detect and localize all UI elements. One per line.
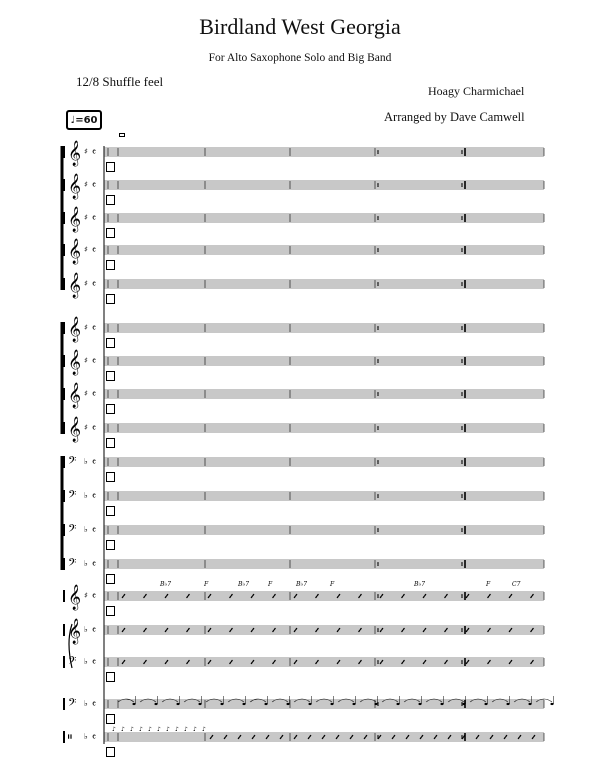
note-head <box>352 703 355 705</box>
repeat-dot <box>377 185 379 187</box>
flat-icon: ♯ <box>84 389 88 398</box>
composer-credit: Hoagy Charmichael <box>428 84 525 98</box>
repeat-dot <box>461 594 463 596</box>
drum-note: ♪ <box>139 726 143 733</box>
time-signature-icon: 𝄴 <box>92 626 97 636</box>
rehearsal-mark-A <box>106 162 115 172</box>
note-head <box>132 703 135 705</box>
tie <box>162 699 178 702</box>
repeat-dot <box>461 630 463 632</box>
repeat-dot <box>377 460 379 462</box>
flat-icon: ♯ <box>84 279 88 288</box>
time-signature-icon: 𝄴 <box>92 181 97 191</box>
rehearsal-mark-A <box>106 228 115 238</box>
repeat-dot <box>461 426 463 428</box>
repeat-dot <box>377 660 379 662</box>
repeat-dot <box>461 326 463 328</box>
repeat-dot <box>461 530 463 532</box>
repeat-dot <box>461 494 463 496</box>
time-signature-icon: 𝄴 <box>92 560 97 570</box>
chord-symbol: F <box>486 581 491 588</box>
rehearsal-mark-A <box>106 260 115 270</box>
flat-icon: ♭ <box>84 457 88 466</box>
repeat-dot <box>461 218 463 220</box>
chord-symbol: B♭7 <box>414 581 426 588</box>
note-head <box>198 703 201 705</box>
note-head <box>418 703 421 705</box>
repeat-dot <box>377 594 379 596</box>
time-signature-icon: 𝄴 <box>92 492 97 502</box>
time-signature-icon: 𝄴 <box>92 733 97 743</box>
treble-clef-icon: 𝄞 <box>68 417 82 442</box>
note-head <box>242 703 245 705</box>
repeat-dot <box>377 152 379 154</box>
rehearsal-mark-A <box>106 438 115 448</box>
time-signature-icon: 𝄴 <box>92 658 97 668</box>
tie <box>360 699 376 702</box>
treble-clef-icon: 𝄞 <box>68 317 82 342</box>
repeat-dot <box>461 735 463 737</box>
repeat-dot <box>377 218 379 220</box>
flat-icon: ♯ <box>84 213 88 222</box>
time-signature-icon: 𝄴 <box>92 424 97 434</box>
treble-clef-icon: 𝄞 <box>68 273 82 298</box>
repeat-dot <box>461 328 463 330</box>
repeat-dot <box>377 250 379 252</box>
note-head <box>506 703 509 705</box>
drum-note: ♪ <box>121 726 125 733</box>
tie <box>118 699 134 702</box>
repeat-dot <box>461 528 463 530</box>
note-head <box>286 703 289 705</box>
repeat-dot <box>377 392 379 394</box>
flat-icon: ♯ <box>84 423 88 432</box>
repeat-dot <box>461 392 463 394</box>
drum-note: ♪ <box>157 726 161 733</box>
flat-icon: ♯ <box>84 591 88 600</box>
repeat-dot <box>461 662 463 664</box>
tie <box>404 699 420 702</box>
bass-clef-icon: 𝄢 <box>68 489 77 504</box>
flat-icon: ♭ <box>84 525 88 534</box>
note-head <box>462 703 465 705</box>
repeat-dot <box>461 250 463 252</box>
repeat-dot <box>377 328 379 330</box>
repeat-dot <box>377 735 379 737</box>
tie <box>514 699 530 702</box>
rehearsal-mark-A <box>106 506 115 516</box>
repeat-dot <box>461 359 463 361</box>
flat-icon: ♭ <box>84 732 88 741</box>
percussion-clef-icon: 𝄥 <box>68 730 72 744</box>
rehearsal-mark-A <box>106 714 115 724</box>
chord-symbol: F <box>330 581 335 588</box>
flat-icon: ♯ <box>84 245 88 254</box>
repeat-dot <box>377 150 379 152</box>
repeat-dot <box>461 496 463 498</box>
repeat-dot <box>377 662 379 664</box>
repeat-dot <box>461 152 463 154</box>
repeat-dot <box>377 630 379 632</box>
treble-clef-icon: 𝄞 <box>68 174 82 199</box>
tie <box>382 699 398 702</box>
rehearsal-mark-A <box>106 294 115 304</box>
bass-clef-icon: 𝄢 <box>68 557 77 572</box>
tempo-marking: ♩=60 <box>66 110 102 130</box>
feel-indication: 12/8 Shuffle feel <box>76 74 164 89</box>
repeat-dot <box>377 428 379 430</box>
repeat-dot <box>377 494 379 496</box>
score-title: Birdland West Georgia <box>199 14 401 39</box>
repeat-dot <box>461 183 463 185</box>
tie <box>426 699 442 702</box>
drum-note: ♪ <box>112 726 116 733</box>
note-head <box>374 703 377 705</box>
repeat-dot <box>461 660 463 662</box>
tie <box>492 699 508 702</box>
note-head <box>528 703 531 705</box>
flat-icon: ♯ <box>84 323 88 332</box>
repeat-dot <box>461 428 463 430</box>
flat-icon: ♭ <box>84 559 88 568</box>
time-signature-icon: 𝄴 <box>92 458 97 468</box>
note-head <box>176 703 179 705</box>
time-signature-icon: 𝄴 <box>92 390 97 400</box>
bass-clef-icon: 𝄢 <box>68 655 77 670</box>
tie <box>316 699 332 702</box>
treble-clef-icon: 𝄞 <box>68 207 82 232</box>
repeat-dot <box>461 394 463 396</box>
drum-note: ♪ <box>148 726 152 733</box>
rehearsal-mark-A <box>106 404 115 414</box>
repeat-dot <box>377 530 379 532</box>
tie <box>140 699 156 702</box>
repeat-dot <box>377 183 379 185</box>
rehearsal-mark-A <box>106 195 115 205</box>
bass-clef-icon: 𝄢 <box>68 455 77 470</box>
time-signature-icon: 𝄴 <box>92 357 97 367</box>
note-head <box>154 703 157 705</box>
repeat-dot <box>377 462 379 464</box>
tie <box>228 699 244 702</box>
treble-clef-icon: 𝄞 <box>68 619 82 644</box>
flat-icon: ♯ <box>84 180 88 189</box>
repeat-dot <box>461 596 463 598</box>
time-signature-icon: 𝄴 <box>92 148 97 158</box>
repeat-dot <box>377 496 379 498</box>
repeat-dot <box>461 248 463 250</box>
flat-icon: ♭ <box>84 625 88 634</box>
repeat-dot <box>377 528 379 530</box>
repeat-dot <box>461 185 463 187</box>
tie <box>338 699 354 702</box>
note-head <box>440 703 443 705</box>
repeat-dot <box>377 596 379 598</box>
performance-direction <box>119 133 125 137</box>
rehearsal-mark-A <box>106 672 115 682</box>
score-subtitle: For Alto Saxophone Solo and Big Band <box>208 52 392 64</box>
time-signature-icon: 𝄴 <box>92 526 97 536</box>
chord-symbol: F <box>268 581 273 588</box>
drum-note: ♪ <box>193 726 197 733</box>
repeat-dot <box>377 282 379 284</box>
time-signature-icon: 𝄴 <box>92 700 97 710</box>
repeat-dot <box>461 628 463 630</box>
repeat-dot <box>377 361 379 363</box>
tie <box>272 699 288 702</box>
rehearsal-mark-A <box>106 747 115 757</box>
time-signature-icon: 𝄴 <box>92 280 97 290</box>
repeat-dot <box>377 394 379 396</box>
time-signature-icon: 𝄴 <box>92 246 97 256</box>
treble-clef-icon: 𝄞 <box>68 239 82 264</box>
drum-note: ♪ <box>130 726 134 733</box>
time-signature-icon: 𝄴 <box>92 214 97 224</box>
drum-note: ♪ <box>166 726 170 733</box>
tie <box>206 699 222 702</box>
arranger-credit: Arranged by Dave Camwell <box>384 110 525 124</box>
flat-icon: ♯ <box>84 356 88 365</box>
repeat-dot <box>377 562 379 564</box>
repeat-dot <box>377 426 379 428</box>
drum-note: ♪ <box>184 726 188 733</box>
treble-clef-icon: 𝄞 <box>68 350 82 375</box>
bass-clef-icon: 𝄢 <box>68 523 77 538</box>
bass-clef-icon: 𝄢 <box>68 697 77 712</box>
time-signature-icon: 𝄴 <box>92 324 97 334</box>
note-head <box>264 703 267 705</box>
flat-icon: ♭ <box>84 699 88 708</box>
rehearsal-mark-A <box>106 606 115 616</box>
rehearsal-mark-A <box>106 371 115 381</box>
tie <box>448 699 464 702</box>
rehearsal-mark-A <box>106 540 115 550</box>
treble-clef-icon: 𝄞 <box>68 141 82 166</box>
repeat-dot <box>377 248 379 250</box>
tie <box>184 699 200 702</box>
repeat-dot <box>461 462 463 464</box>
note-head <box>308 703 311 705</box>
rehearsal-mark-A <box>106 574 115 584</box>
repeat-dot <box>377 564 379 566</box>
note-head <box>484 703 487 705</box>
flat-icon: ♯ <box>84 147 88 156</box>
chord-symbol: F <box>204 581 209 588</box>
drum-note: ♪ <box>175 726 179 733</box>
repeat-dot <box>377 284 379 286</box>
treble-clef-icon: 𝄞 <box>68 585 82 610</box>
note-head <box>220 703 223 705</box>
repeat-dot <box>377 216 379 218</box>
flat-icon: ♭ <box>84 657 88 666</box>
tie <box>294 699 310 702</box>
chord-symbol: B♭7 <box>160 581 172 588</box>
repeat-dot <box>377 359 379 361</box>
rehearsal-mark-A <box>106 472 115 482</box>
repeat-dot <box>377 326 379 328</box>
note-head <box>396 703 399 705</box>
repeat-dot <box>461 564 463 566</box>
repeat-dot <box>461 150 463 152</box>
repeat-dot <box>461 562 463 564</box>
note-head <box>330 703 333 705</box>
repeat-dot <box>377 628 379 630</box>
tie <box>470 699 486 702</box>
time-signature-icon: 𝄴 <box>92 592 97 602</box>
note-head <box>550 703 553 705</box>
repeat-dot <box>461 460 463 462</box>
tie <box>250 699 266 702</box>
rehearsal-mark-A <box>106 338 115 348</box>
repeat-dot <box>461 282 463 284</box>
drum-note: ♪ <box>202 726 206 733</box>
repeat-dot <box>461 284 463 286</box>
repeat-dot <box>461 216 463 218</box>
flat-icon: ♭ <box>84 491 88 500</box>
chord-symbol: B♭7 <box>296 581 308 588</box>
chord-symbol: B♭7 <box>238 581 250 588</box>
chord-symbol: C7 <box>512 581 521 588</box>
repeat-dot <box>461 361 463 363</box>
treble-clef-icon: 𝄞 <box>68 383 82 408</box>
